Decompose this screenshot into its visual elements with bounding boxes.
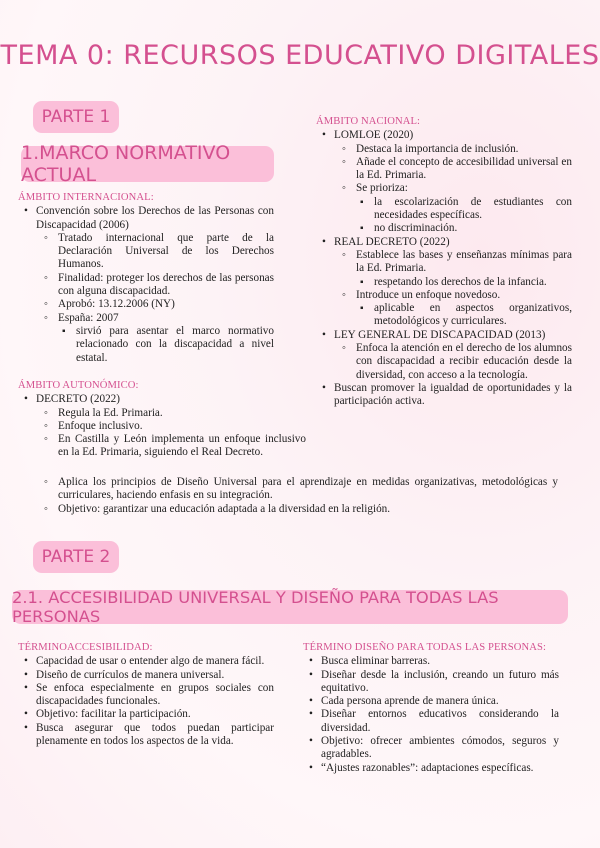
- ambito-autonomico: [18, 379, 306, 460]
- list-item: ◦ Aplica los principios de Diseño Universal para el aprendizaje en medidas organizativas, metodológicas y curriculares, haciendo enfasis en su integración.: [18, 476, 558, 503]
- termino-accesibilidad: [18, 641, 274, 748]
- section-heading-accesibilidad: [12, 590, 568, 624]
- list-item: • Diseño de currículos de manera universal.: [18, 669, 274, 682]
- ambito-nacional-heading: ÁMBITO NACIONAL:: [316, 116, 421, 127]
- ambito-autonomico-continued: [18, 476, 558, 516]
- ambito-internacional-heading: ÁMBITO INTERNACIONAL:: [18, 192, 154, 203]
- list-item: ◦ Objetivo: garantizar una educación adaptada a la diversidad en la religión.: [18, 503, 558, 516]
- list-item: • Cada persona aprende de manera única.: [303, 695, 559, 708]
- list-item: ◦ Enfoca la atención en el derecho de los alumnos con discapacidad a recibir educación desde la diversidad, con acceso a la tecnología.: [316, 342, 572, 382]
- list-item: ▪ sirvió para asentar el marco normativo relacionado con la discapacidad a nivel estatal.: [18, 325, 274, 365]
- ambito-autonomico-list: [18, 393, 306, 459]
- termino-accesibilidad-list: [18, 655, 274, 748]
- termino-diseno: [303, 641, 559, 775]
- list-item: • DECRETO (2022): [18, 393, 306, 406]
- ambito-internacional: [18, 191, 274, 365]
- list-item: • Convención sobre los Derechos de las Personas con Discapacidad (2006): [18, 205, 274, 232]
- termino-accesibilidad-heading: TÉRMINOACCESIBILIDAD:: [18, 642, 153, 653]
- list-item: ◦ Aprobó: 13.12.2006 (NY): [18, 298, 274, 311]
- list-item: • Objetivo: facilitar la participación.: [18, 708, 274, 721]
- list-item: • Objetivo: ofrecer ambientes cómodos, seguros y agradables.: [303, 735, 559, 762]
- list-item: ◦ Destaca la importancia de inclusión.: [316, 143, 572, 156]
- parte-2-label: [33, 541, 119, 573]
- list-item: • LOMLOE (2020): [316, 129, 572, 142]
- list-item: • Diseñar entornos educativos considerando la diversidad.: [303, 708, 559, 735]
- section-heading-marco-normativo: [21, 142, 274, 186]
- list-item: ◦ Tratado internacional que parte de la Declaración Universal de los Derechos Humanos.: [18, 232, 274, 272]
- list-item: ▪ respetando los derechos de la infancia.: [316, 276, 572, 289]
- parte-2-text: PARTE 2: [41, 547, 111, 567]
- list-item: ◦ Regula la Ed. Primaria.: [18, 407, 306, 420]
- list-item: • Buscan promover la igualdad de oportunidades y la participación activa.: [316, 382, 572, 409]
- list-item: • Capacidad de usar o entender algo de manera fácil.: [18, 655, 274, 668]
- list-item: ◦ Añade el concepto de accesibilidad universal en la Ed. Primaria.: [316, 156, 572, 183]
- termino-diseno-heading: TÉRMINO DISEÑO PARA TODAS LAS PERSONAS:: [303, 642, 546, 653]
- list-item: ▪ la escolarización de estudiantes con necesidades específicas.: [316, 196, 572, 223]
- ambito-internacional-list: [18, 205, 274, 365]
- list-item: • Se enfoca especialmente en grupos sociales con discapacidades funcionales.: [18, 682, 274, 709]
- ambito-autonomico-heading: ÁMBITO AUTONÓMICO:: [18, 380, 139, 391]
- parte-1-label: [33, 101, 119, 133]
- list-item: • “Ajustes razonables”: adaptaciones específicas.: [303, 762, 559, 775]
- list-item: • Busca eliminar barreras.: [303, 655, 559, 668]
- list-item: • Diseñar desde la inclusión, creando un futuro más equitativo.: [303, 669, 559, 696]
- parte-1-text: PARTE 1: [41, 107, 111, 127]
- list-item: ◦ España: 2007: [18, 312, 274, 325]
- list-item: • REAL DECRETO (2022): [316, 236, 572, 249]
- section-heading-accesibilidad-text: 2.1. ACCESIBILIDAD UNIVERSAL Y DISEÑO PARA TODAS LAS PERSONAS: [12, 588, 499, 626]
- list-item: ◦ Establece las bases y enseñanzas mínimas para la Ed. Primaria.: [316, 249, 572, 276]
- list-item: ◦ Enfoque inclusivo.: [18, 420, 306, 433]
- list-item: ▪ no discriminación.: [316, 222, 572, 235]
- list-item: ◦ Se prioriza:: [316, 182, 572, 195]
- list-item: ▪ aplicable en aspectos organizativos, metodológicos y curriculares.: [316, 302, 572, 329]
- ambito-nacional-list: [316, 129, 572, 408]
- list-item: ◦ En Castilla y León implementa un enfoque inclusivo en la Ed. Primaria, siguiendo el Real Decreto.: [18, 433, 306, 460]
- ambito-nacional: [316, 115, 572, 409]
- list-item: • LEY GENERAL DE DISCAPACIDAD (2013): [316, 329, 572, 342]
- list-item: ◦ Finalidad: proteger los derechos de las personas con alguna discapacidad.: [18, 272, 274, 299]
- page-title: TEMA 0: RECURSOS EDUCATIVO DIGITALES: [0, 40, 600, 71]
- list-item: ◦ Introduce un enfoque novedoso.: [316, 289, 572, 302]
- ambito-autonomico-continued-list: [18, 476, 558, 516]
- list-item: • Busca asegurar que todos puedan participar plenamente en todos los aspectos de la vida.: [18, 722, 274, 749]
- termino-diseno-list: [303, 655, 559, 775]
- section-heading-marco-normativo-text: 1.MARCO NORMATIVO ACTUAL: [21, 142, 231, 186]
